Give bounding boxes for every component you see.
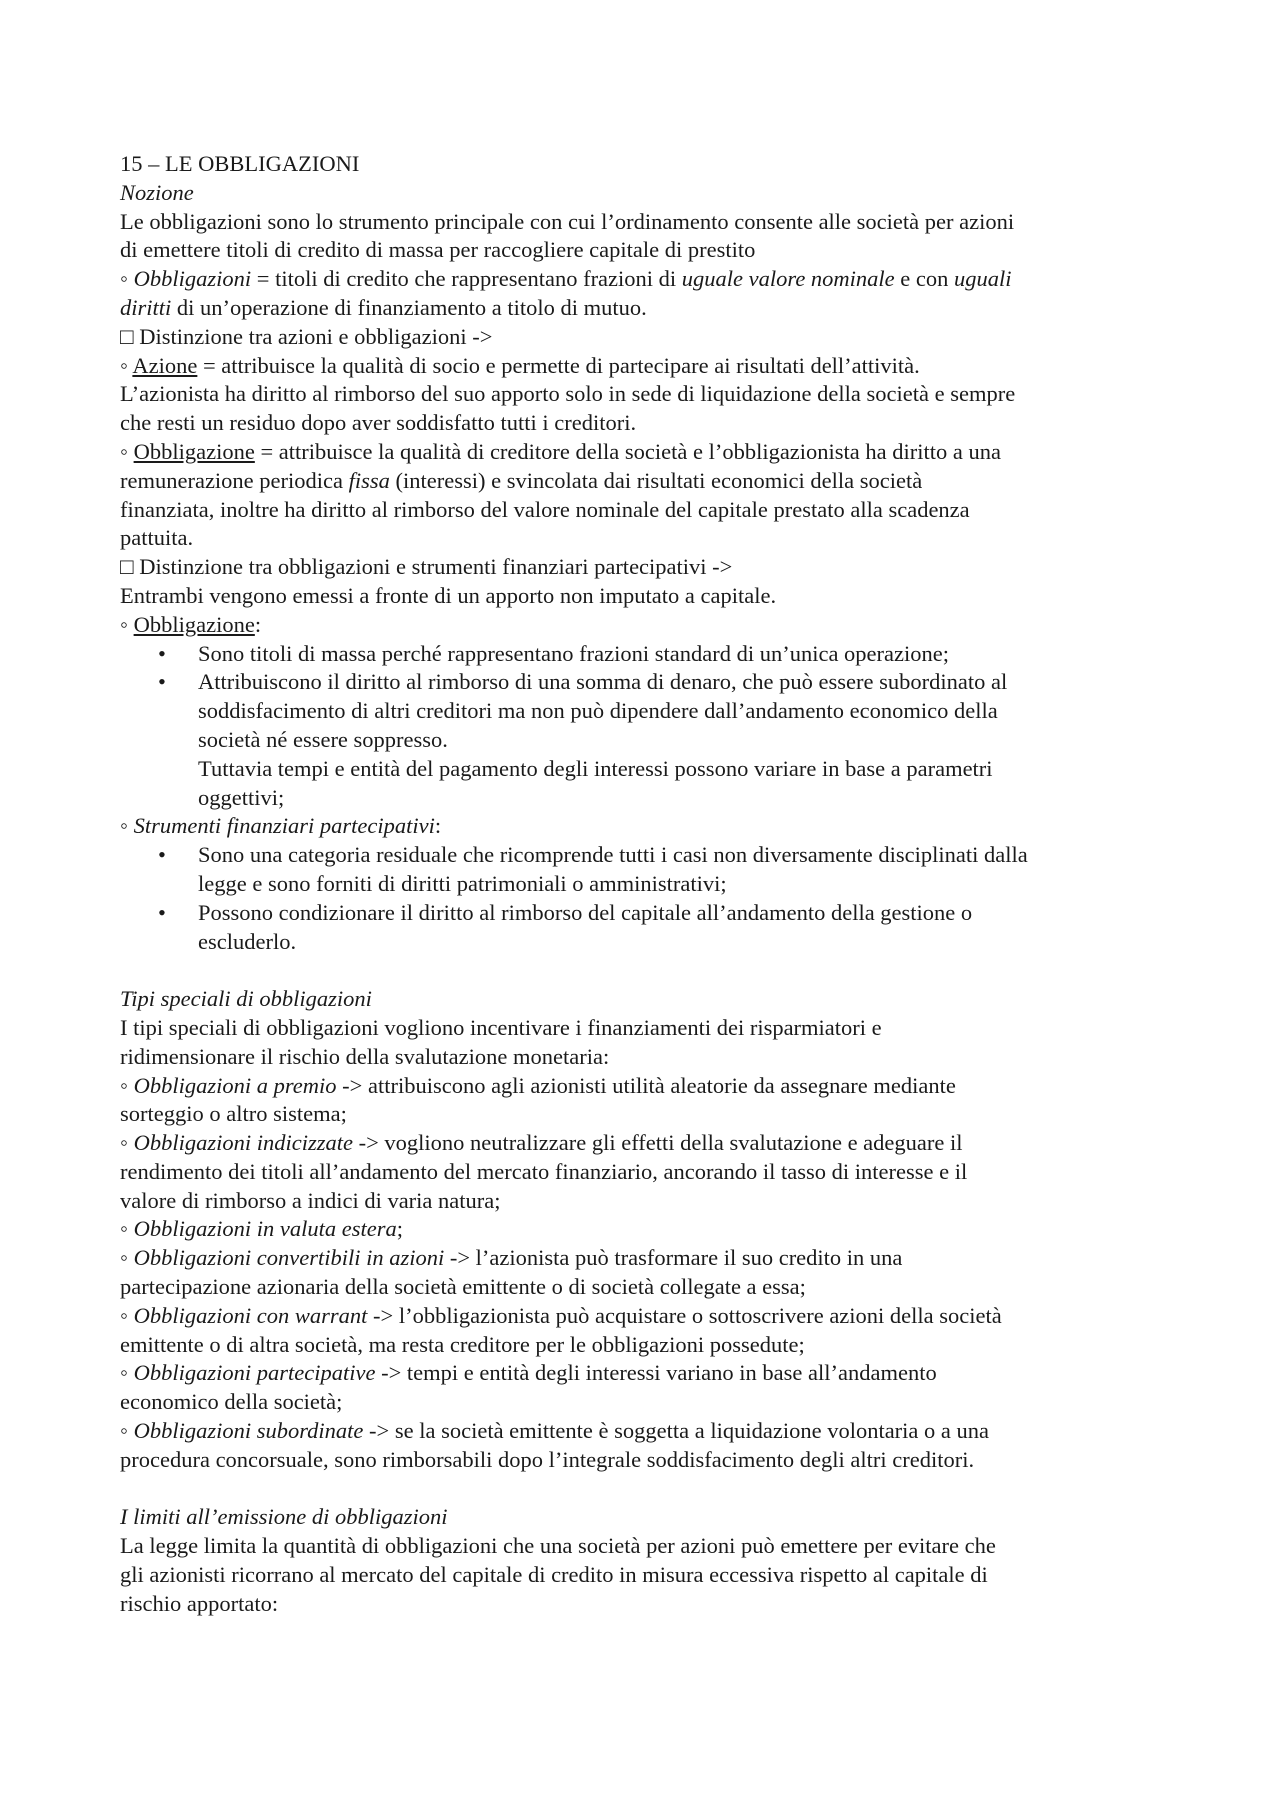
item-indicizzate: ◦ Obbligazioni indicizzate -> vogliono neutralizzare gli effetti della svalutazione e adeguare il — [120, 1130, 963, 1156]
paragraph-line: pattuita. — [120, 525, 194, 551]
list-item-cont: oggettivi; — [198, 784, 285, 810]
item-subordinate: ◦ Obbligazioni subordinate -> se la società emittente è soggetta a liquidazione volontaria o a una — [120, 1418, 990, 1444]
item-warrant: ◦ Obbligazioni con warrant -> l’obbligazionista può acquistare o sottoscrivere azioni della società — [120, 1302, 1002, 1328]
paragraph-line: finanziata, inoltre ha diritto al rimborso del valore nominale del capitale prestato alla scadenza — [120, 496, 970, 522]
distinction-heading: □ Distinzione tra azioni e obbligazioni -> — [120, 323, 493, 349]
section-heading-tipi-speciali: Tipi speciali di obbligazioni — [120, 986, 372, 1012]
bullet-icon: • — [158, 842, 166, 868]
paragraph-line: remunerazione periodica fissa (interessi) e svincolata dai risultati economici della società — [120, 467, 923, 493]
list-item-cont: società né essere soppresso. — [198, 726, 448, 752]
section-heading-nozione: Nozione — [120, 179, 194, 205]
paragraph-line: valore di rimborso a indici di varia natura; — [120, 1187, 501, 1213]
paragraph-line: L’azionista ha diritto al rimborso del suo apporto solo in sede di liquidazione della società e sempre — [120, 381, 1016, 407]
paragraph-line: rischio apportato: — [120, 1590, 279, 1616]
spacer — [120, 1475, 1170, 1504]
bullet-icon: • — [158, 899, 166, 925]
paragraph-line: rendimento dei titoli all’andamento del mercato finanziario, ancorando il tasso di interesse e il — [120, 1158, 968, 1184]
paragraph-line: Le obbligazioni sono lo strumento principale con cui l’ordinamento consente alle società per azioni — [120, 208, 1015, 234]
azione-definition: ◦ Azione = attribuisce la qualità di socio e permette di partecipare ai risultati dell’attività. — [120, 352, 920, 378]
list-item: • Sono titoli di massa perché rappresentano frazioni standard di un’unica operazione; — [120, 640, 1170, 669]
definition-obbligazioni: ◦ Obbligazioni = titoli di credito che rappresentano frazioni di uguale valore nominale e con uguali — [120, 266, 1012, 292]
list-item-cont: legge e sono forniti di diritti patrimoniali o amministrativi; — [198, 870, 727, 896]
paragraph-line: economico della società; — [120, 1389, 343, 1415]
distinction-heading: □ Distinzione tra obbligazioni e strumenti finanziari partecipativi -> — [120, 554, 733, 580]
paragraph-line: I tipi speciali di obbligazioni vogliono incentivare i finanziamenti dei risparmiatori e — [120, 1014, 882, 1040]
item-convertibili: ◦ Obbligazioni convertibili in azioni -> l’azionista può trasformare il suo credito in una — [120, 1245, 903, 1271]
paragraph-line: partecipazione azionaria della società emittente o di società collegate a essa; — [120, 1274, 806, 1300]
page-title: 15 – LE OBBLIGAZIONI — [120, 151, 360, 176]
paragraph-line: che resti un residuo dopo aver soddisfatto tutti i creditori. — [120, 410, 637, 436]
paragraph-line: sorteggio o altro sistema; — [120, 1101, 347, 1127]
list-item-cont: Tuttavia tempi e entità del pagamento degli interessi possono variare in base a parametri — [198, 755, 993, 781]
obbligazione-list-heading: ◦ Obbligazione: — [120, 611, 262, 637]
paragraph-line: ridimensionare il rischio della svalutazione monetaria: — [120, 1043, 610, 1069]
paragraph-line: emittente o di altra società, ma resta creditore per le obbligazioni possedute; — [120, 1331, 805, 1357]
definition-obbligazioni-cont: diritti di un’operazione di finanziamento a titolo di mutuo. — [120, 294, 647, 320]
list-item-cont: soddisfacimento di altri creditori ma non può dipendere dall’andamento economico della — [198, 698, 998, 724]
paragraph-line: di emettere titoli di credito di massa per raccogliere capitale di prestito — [120, 237, 756, 263]
paragraph-line: gli azionisti ricorrano al mercato del capitale di credito in misura eccessiva rispetto al capitale di — [120, 1562, 988, 1588]
list-item: • Sono una categoria residuale che ricomprende tutti i casi non diversamente disciplinati dalla — [120, 841, 1170, 870]
bullet-icon: • — [158, 669, 166, 695]
list-item: • Attribuiscono il diritto al rimborso di una somma di denaro, che può essere subordinato al — [120, 668, 1170, 697]
item-premio: ◦ Obbligazioni a premio -> attribuiscono agli azionisti utilità aleatorie da assegnare mediante — [120, 1072, 956, 1098]
list-item: • Possono condizionare il diritto al rimborso del capitale all’andamento della gestione o — [120, 899, 1170, 928]
sfp-list-heading: ◦ Strumenti finanziari partecipativi: — [120, 813, 442, 839]
obbligazione-definition: ◦ Obbligazione = attribuisce la qualità di creditore della società e l’obbligazionista ha diritto a una — [120, 438, 1001, 464]
document-page — [120, 150, 1170, 1619]
paragraph-line: Entrambi vengono emessi a fronte di un apporto non imputato a capitale. — [120, 582, 777, 608]
paragraph-line: procedura concorsuale, sono rimborsabili dopo l’integrale soddisfacimento degli altri creditori. — [120, 1446, 975, 1472]
bullet-icon: • — [158, 640, 166, 666]
paragraph-line: La legge limita la quantità di obbligazioni che una società per azioni può emettere per evitare che — [120, 1533, 996, 1559]
list-item-cont: escluderlo. — [198, 928, 297, 954]
section-heading-limiti: I limiti all’emissione di obbligazioni — [120, 1504, 448, 1530]
item-partecipative: ◦ Obbligazioni partecipative -> tempi e entità degli interessi variano in base all’andamento — [120, 1360, 937, 1386]
item-valuta-estera: ◦ Obbligazioni in valuta estera; — [120, 1216, 403, 1242]
spacer — [120, 956, 1170, 985]
